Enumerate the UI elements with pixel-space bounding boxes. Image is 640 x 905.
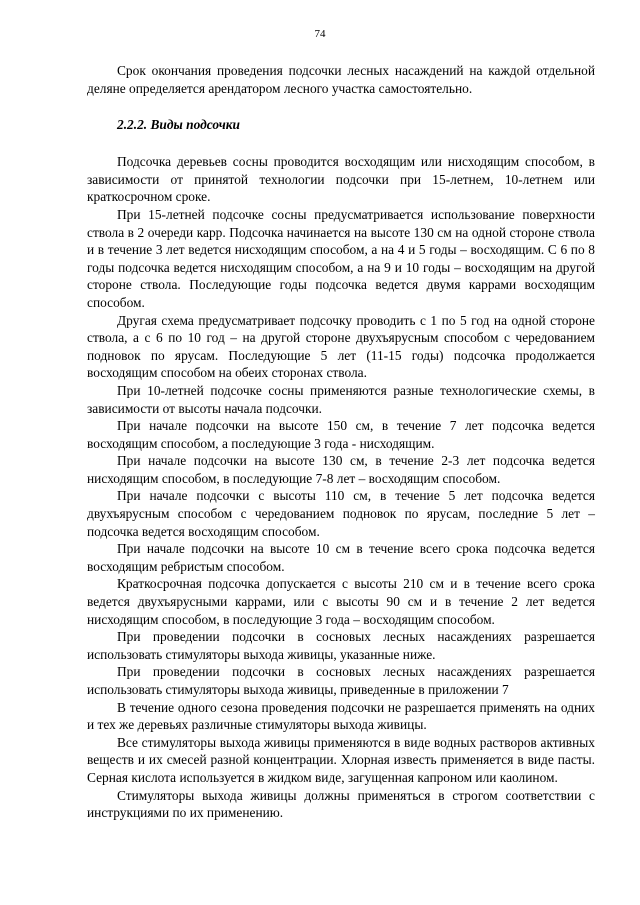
document-body [87, 62, 595, 822]
paragraph-start-10cm: При начале подсочки на высоте 10 см в течение всего срока подсочка ведется восходящим ребристым способом. [87, 541, 595, 574]
paragraph-10-year-tapping: При 10-летней подсочке сосны применяются разные технологические схемы, в зависимости от высоты начала подсочки. [87, 382, 595, 416]
paragraph-stimulators-below: При проведении подсочки в сосновых лесных насаждениях разрешается использовать стимуляторы выхода живицы, указанные ниже. [87, 629, 595, 662]
paragraph-start-110cm: При начале подсочки с высоты 110 см, в течение 5 лет подсочка ведется двухъярусным способом с чередованием подновок по ярусам, последние 5 лет – подсочка ведется восходящим способом. [87, 488, 595, 539]
paragraph-single-season-rule: В течение одного сезона проведения подсочки не разрешается применять на одних и тех же деревьях различные стимуляторы выхода живицы. [87, 699, 595, 733]
intro-paragraph: Срок окончания проведения подсочки лесных насаждений на каждой отдельной деляне определяется арендатором лесного участка самостоятельно. [87, 63, 595, 96]
paragraph-start-150cm: При начале подсочки на высоте 150 см, в течение 7 лет подсочка ведется восходящим способом, а последующие 3 года - нисходящим. [87, 418, 595, 451]
paragraph-stimulator-instructions: Стимуляторы выхода живицы должны применяться в строгом соответствии с инструкциями по их применению. [87, 787, 595, 821]
paragraph-stimulator-forms: Все стимуляторы выхода живицы применяются в виде водных растворов активных веществ и их смесей разной концентрации. Хлорная известь применяется в виде пасты. Серная кислота используется в жидком виде, загущенная капроном или каолином. [87, 734, 595, 785]
paragraph-pine-tapping-methods: Подсочка деревьев сосны проводится восходящим или нисходящим способом, в зависимости от принятой технологии подсочки при 15-летнем, 10-летнем или краткосрочном сроке. [87, 154, 595, 205]
paragraph-stimulators-appendix: При проведении подсочки в сосновых лесных насаждениях разрешается использовать стимуляторы выхода живицы, приведенные в приложении 7 [87, 664, 595, 697]
section-heading: 2.2.2. Виды подсочки [117, 117, 240, 133]
paragraph-15-year-tapping: При 15-летней подсочке сосны предусматривается использование поверхности ствола в 2 очереди карр. Подсочка начинается на высоте 130 см на одной стороне ствола и в течение 3 лет ведется нисходящим способом, а на 4 и 5 годы – восходящим. С 6 по 8 годы подсочка ведется нисходящим способом, а на 9 и 10 годы – восходящим на другой стороне ствола. Последующие годы подсочка ведется двумя каррами восходящим способом. [87, 206, 595, 310]
paragraph-short-term-tapping: Краткосрочная подсочка допускается с высоты 210 см и в течение всего срока ведется двухъярусными каррами, или с высоты 90 см и в течение 2 лет ведется нисходящим способом, в последующие 3 года – восходящим способом. [87, 576, 595, 627]
paragraph-alternative-scheme: Другая схема предусматривает подсочку проводить с 1 по 5 год на одной стороне ствола, а с 6 по 10 год – на другой стороне двухъярусным способом с чередованием подновок по ярусам. Последующие 5 лет (11-15 годы) подсочка продолжается восходящим способом на обеих сторонах ствола. [87, 312, 595, 381]
page-number: 74 [314, 28, 326, 40]
paragraph-start-130cm: При начале подсочки на высоте 130 см, в течение 2-3 лет подсочка ведется нисходящим способом, в последующие 7-8 лет – восходящим способом. [87, 453, 595, 486]
